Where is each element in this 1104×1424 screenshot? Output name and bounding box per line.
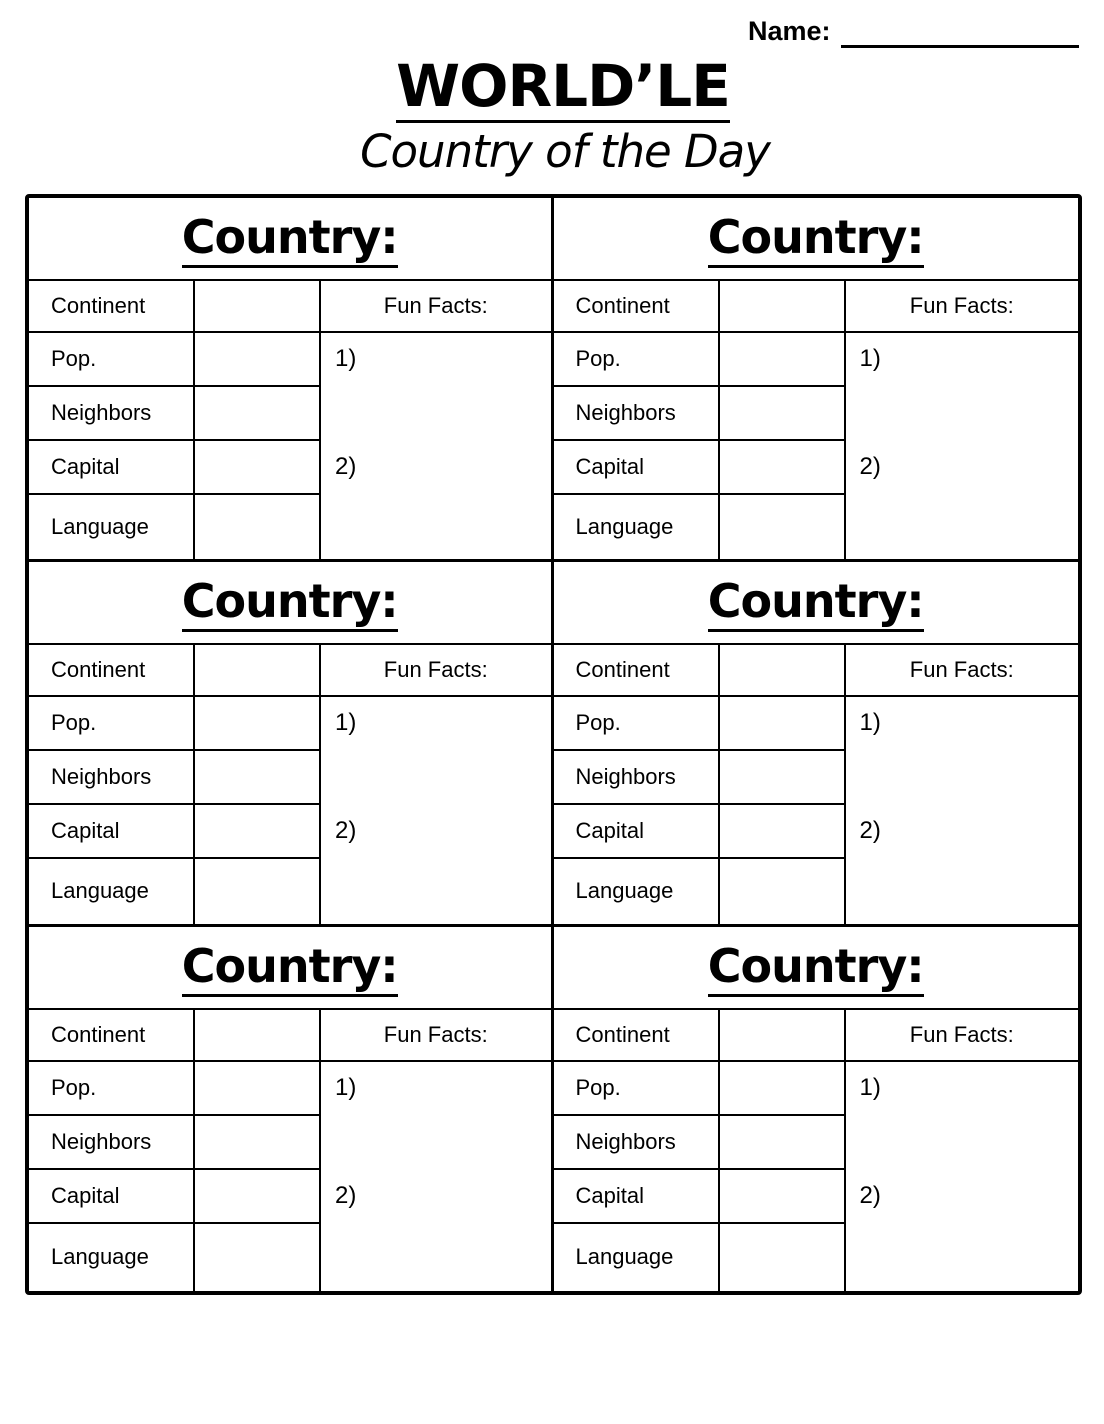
- country-info-table: [554, 1010, 1079, 1291]
- info-answer-cell[interactable]: [720, 1062, 846, 1116]
- info-row-label: Pop.: [554, 1062, 720, 1116]
- info-row-label: Capital: [554, 805, 720, 859]
- country-card: [554, 198, 1079, 562]
- info-answer-cell[interactable]: [720, 751, 846, 805]
- country-card: [29, 562, 554, 926]
- info-row-label: Continent: [554, 1010, 720, 1062]
- info-answer-cell[interactable]: [720, 697, 846, 751]
- info-row-label: Pop.: [554, 697, 720, 751]
- fun-fact-number: 1): [859, 709, 881, 737]
- country-card-header: [554, 562, 1079, 645]
- info-row-label: Language: [29, 495, 195, 559]
- info-row-label: Language: [554, 1224, 720, 1291]
- fun-fact-number: 2): [335, 1181, 357, 1209]
- country-card-header: [554, 198, 1079, 281]
- info-answer-cell[interactable]: [195, 697, 321, 751]
- country-card-grid: [25, 194, 1082, 1295]
- info-answer-cell[interactable]: [720, 333, 846, 387]
- info-row-label: Neighbors: [554, 751, 720, 805]
- info-row-label: Pop.: [29, 333, 195, 387]
- country-card: [29, 198, 554, 562]
- info-row-label: Capital: [29, 441, 195, 495]
- info-row-label: Language: [29, 859, 195, 923]
- info-answer-cell[interactable]: [195, 1224, 321, 1291]
- fun-fact-number: 2): [859, 817, 881, 845]
- country-info-table: [29, 1010, 551, 1291]
- info-answer-cell[interactable]: [720, 1224, 846, 1291]
- fun-facts-area[interactable]: [846, 333, 1079, 559]
- fun-facts-area[interactable]: [846, 697, 1079, 923]
- info-answer-cell[interactable]: [720, 387, 846, 441]
- fun-fact-number: 2): [335, 453, 357, 480]
- country-card: [554, 562, 1079, 926]
- info-row-label: Capital: [554, 1170, 720, 1224]
- info-answer-cell[interactable]: [195, 441, 321, 495]
- info-answer-cell[interactable]: [195, 645, 321, 697]
- fun-facts-header: Fun Facts:: [846, 645, 1079, 697]
- fun-facts-header: Fun Facts:: [846, 1010, 1079, 1062]
- info-row-label: Continent: [554, 281, 720, 333]
- info-row-label: Neighbors: [29, 1116, 195, 1170]
- country-info-table: [554, 281, 1079, 559]
- info-row-label: Neighbors: [554, 1116, 720, 1170]
- worksheet-title-text: WORLD’LE: [396, 52, 730, 123]
- info-answer-cell[interactable]: [195, 1010, 321, 1062]
- info-answer-cell[interactable]: [720, 441, 846, 495]
- info-answer-cell[interactable]: [720, 1116, 846, 1170]
- info-row-label: Capital: [29, 1170, 195, 1224]
- info-answer-cell[interactable]: [720, 1170, 846, 1224]
- country-heading: Country:: [182, 938, 398, 997]
- country-card-header: [29, 562, 551, 645]
- fun-facts-header: Fun Facts:: [321, 645, 551, 697]
- country-heading: Country:: [182, 209, 398, 268]
- info-row-label: Continent: [29, 1010, 195, 1062]
- country-heading: Country:: [182, 573, 398, 632]
- fun-fact-number: 2): [859, 1181, 881, 1209]
- info-row-label: Pop.: [554, 333, 720, 387]
- country-card-header: [29, 927, 551, 1010]
- info-row-label: Continent: [29, 645, 195, 697]
- info-answer-cell[interactable]: [195, 751, 321, 805]
- info-answer-cell[interactable]: [195, 1116, 321, 1170]
- info-answer-cell[interactable]: [195, 1062, 321, 1116]
- info-row-label: Language: [554, 859, 720, 923]
- fun-fact-number: 2): [335, 817, 357, 845]
- info-row-label: Pop.: [29, 1062, 195, 1116]
- fun-fact-number: 2): [859, 453, 881, 480]
- name-label: Name:: [748, 16, 831, 46]
- info-answer-cell[interactable]: [195, 387, 321, 441]
- info-answer-cell[interactable]: [720, 859, 846, 923]
- fun-facts-header: Fun Facts:: [321, 281, 551, 333]
- country-card-header: [554, 927, 1079, 1010]
- country-heading: Country:: [708, 209, 924, 268]
- fun-fact-number: 1): [335, 709, 357, 737]
- info-row-label: Capital: [554, 441, 720, 495]
- info-answer-cell[interactable]: [195, 333, 321, 387]
- info-row-label: Continent: [29, 281, 195, 333]
- info-answer-cell[interactable]: [195, 1170, 321, 1224]
- fun-fact-number: 1): [335, 345, 357, 372]
- country-info-table: [29, 281, 551, 559]
- info-answer-cell[interactable]: [720, 645, 846, 697]
- fun-fact-number: 1): [335, 1073, 357, 1101]
- info-answer-cell[interactable]: [720, 805, 846, 859]
- info-row-label: Pop.: [29, 697, 195, 751]
- info-answer-cell[interactable]: [195, 805, 321, 859]
- info-row-label: Continent: [554, 645, 720, 697]
- country-heading: Country:: [708, 573, 924, 632]
- country-info-table: [554, 645, 1079, 923]
- country-card: [554, 927, 1079, 1291]
- info-answer-cell[interactable]: [195, 859, 321, 923]
- fun-facts-header: Fun Facts:: [321, 1010, 551, 1062]
- country-card-header: [29, 198, 551, 281]
- info-answer-cell[interactable]: [195, 495, 321, 559]
- info-answer-cell[interactable]: [720, 281, 846, 333]
- info-answer-cell[interactable]: [195, 281, 321, 333]
- info-row-label: Neighbors: [554, 387, 720, 441]
- fun-facts-area[interactable]: [321, 333, 551, 559]
- fun-facts-area[interactable]: [846, 1062, 1079, 1291]
- info-row-label: Language: [29, 1224, 195, 1291]
- name-field: [748, 14, 1079, 48]
- country-info-table: [29, 645, 551, 923]
- fun-facts-area[interactable]: [321, 1062, 551, 1291]
- fun-fact-number: 1): [859, 345, 881, 372]
- name-blank-line[interactable]: [841, 15, 1079, 48]
- worksheet-subtitle: Country of the Day: [360, 125, 770, 178]
- info-row-label: Neighbors: [29, 387, 195, 441]
- fun-facts-area[interactable]: [321, 697, 551, 923]
- country-card: [29, 927, 554, 1291]
- worksheet-title: [0, 50, 1104, 122]
- info-row-label: Capital: [29, 805, 195, 859]
- fun-facts-header: Fun Facts:: [846, 281, 1079, 333]
- info-answer-cell[interactable]: [720, 1010, 846, 1062]
- info-row-label: Neighbors: [29, 751, 195, 805]
- info-row-label: Language: [554, 495, 720, 559]
- country-heading: Country:: [708, 938, 924, 997]
- fun-fact-number: 1): [859, 1073, 881, 1101]
- info-answer-cell[interactable]: [720, 495, 846, 559]
